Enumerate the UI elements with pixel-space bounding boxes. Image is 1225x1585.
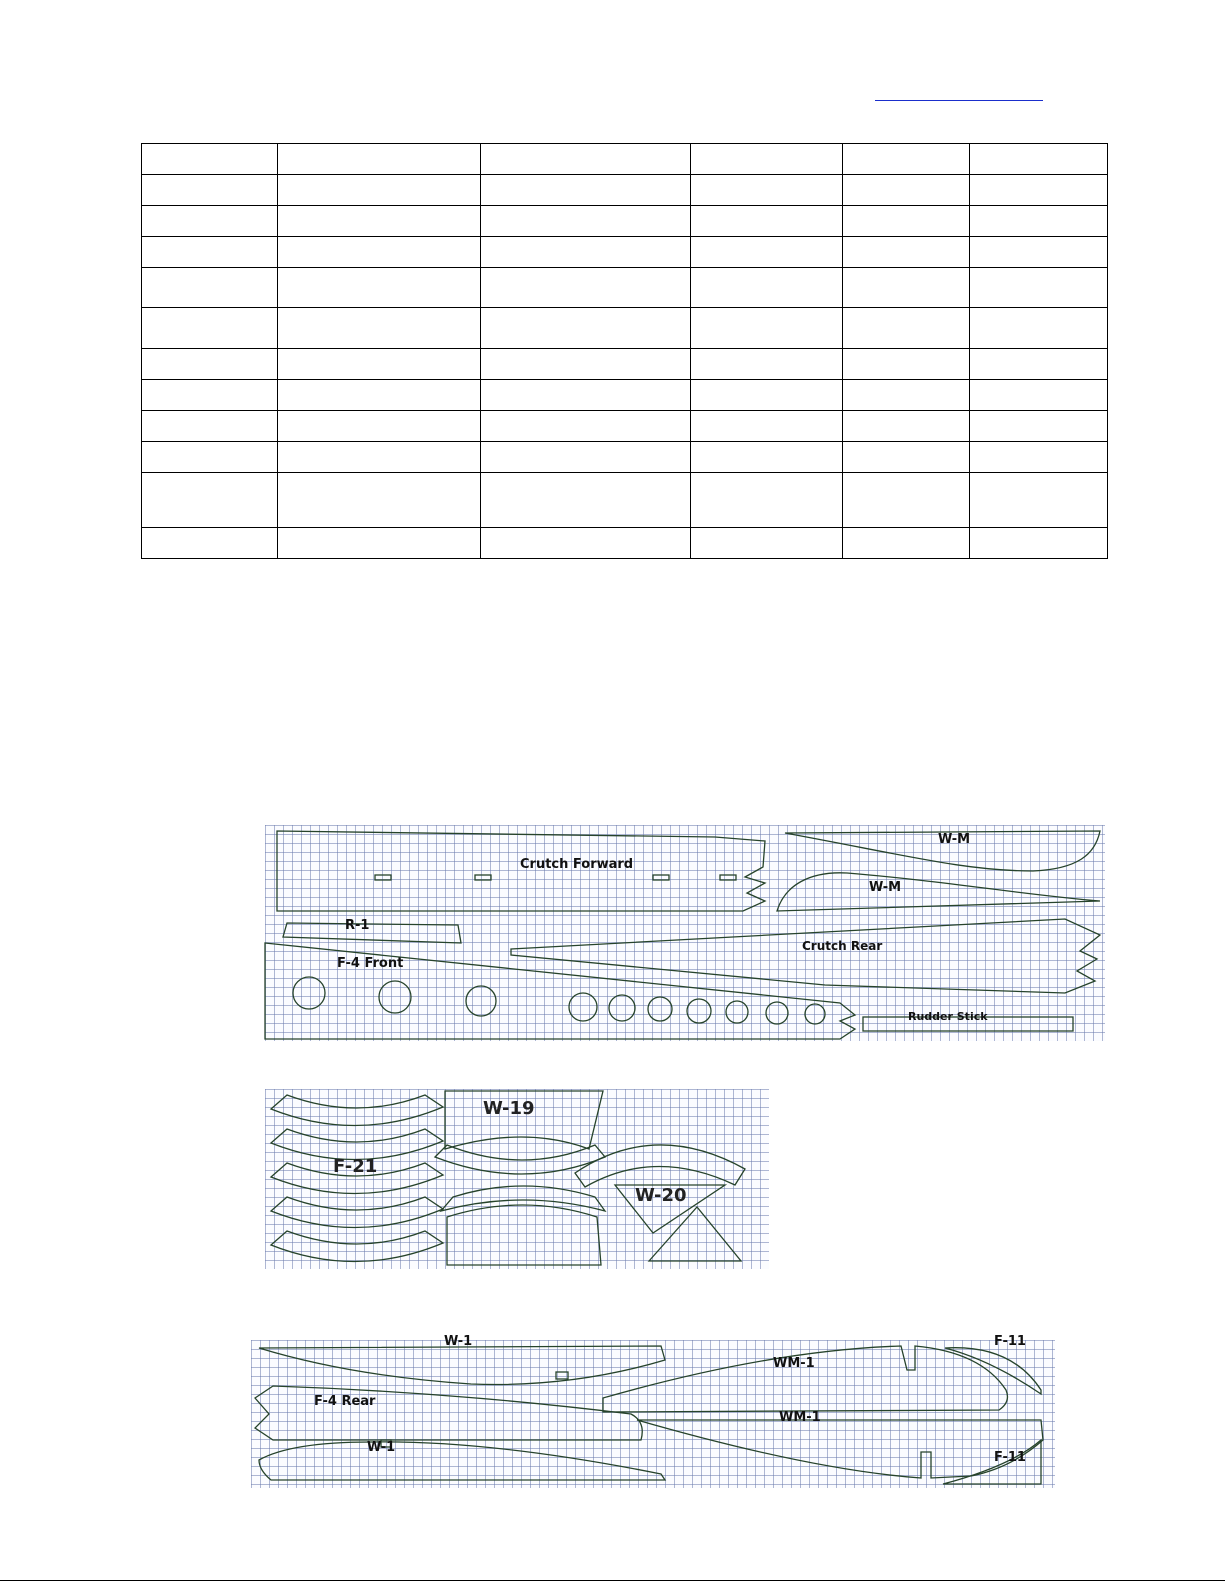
label-wm-bottom: W-M [869, 880, 902, 895]
w1-top-outline [259, 1346, 665, 1385]
wm1-bottom-outline [637, 1420, 1043, 1478]
label-crutch-forward: Crutch Forward [520, 857, 634, 872]
r1-outline [283, 923, 461, 943]
label-w20: W-20 [635, 1185, 687, 1206]
table-row [142, 308, 1108, 349]
table-row [142, 237, 1108, 268]
label-wm-top: W-M [938, 832, 971, 847]
f21-arc-5 [271, 1231, 443, 1262]
table-row [142, 473, 1108, 528]
parts-sheet-1 [265, 825, 1105, 1041]
table-row [142, 380, 1108, 411]
w1-bottom-outline [259, 1442, 665, 1480]
table-row [142, 528, 1108, 559]
label-w19: W-19 [483, 1098, 535, 1119]
table-row [142, 206, 1108, 237]
label-f4-front: F-4 Front [337, 956, 404, 971]
table-row [142, 349, 1108, 380]
parts-outline-3 [251, 1340, 1055, 1488]
parts-sheet-3 [251, 1334, 1055, 1488]
f21-arc-2 [271, 1129, 443, 1160]
label-crutch-rear: Crutch Rear [802, 939, 883, 953]
parts-sheet-2 [265, 1089, 769, 1269]
w19-lower-arc [441, 1186, 605, 1211]
table-row [142, 442, 1108, 473]
label-f11-top: F-11 [994, 1334, 1026, 1349]
f11-bottom-outline [943, 1440, 1041, 1484]
w20-lower-triangle [649, 1207, 741, 1261]
f21-arc-4 [271, 1197, 443, 1228]
label-f4-rear: F-4 Rear [314, 1394, 376, 1409]
label-wm1-bottom: WM-1 [779, 1410, 821, 1425]
label-f21: F-21 [333, 1156, 378, 1177]
table-row [142, 268, 1108, 308]
hyperlink-underline[interactable] [875, 100, 1043, 101]
page-bottom-rule [0, 1580, 1225, 1581]
label-f11-bottom: F-11 [994, 1450, 1026, 1465]
label-r1: R-1 [345, 918, 370, 933]
w19-lower-outline [447, 1205, 601, 1265]
table-row [142, 175, 1108, 206]
label-wm1-top: WM-1 [773, 1356, 815, 1371]
parts-outline-1 [265, 825, 1105, 1041]
label-w1-bottom: W-1 [367, 1440, 396, 1455]
f21-arc-1 [271, 1095, 443, 1126]
table-row [142, 411, 1108, 442]
label-w1-top: W-1 [444, 1334, 473, 1349]
parts-table [141, 143, 1108, 559]
wm-bottom-outline [777, 873, 1100, 911]
table-row [142, 144, 1108, 175]
label-rudder-stick: Rudder Stick [908, 1010, 988, 1023]
crutch-rear-outline [511, 919, 1100, 993]
